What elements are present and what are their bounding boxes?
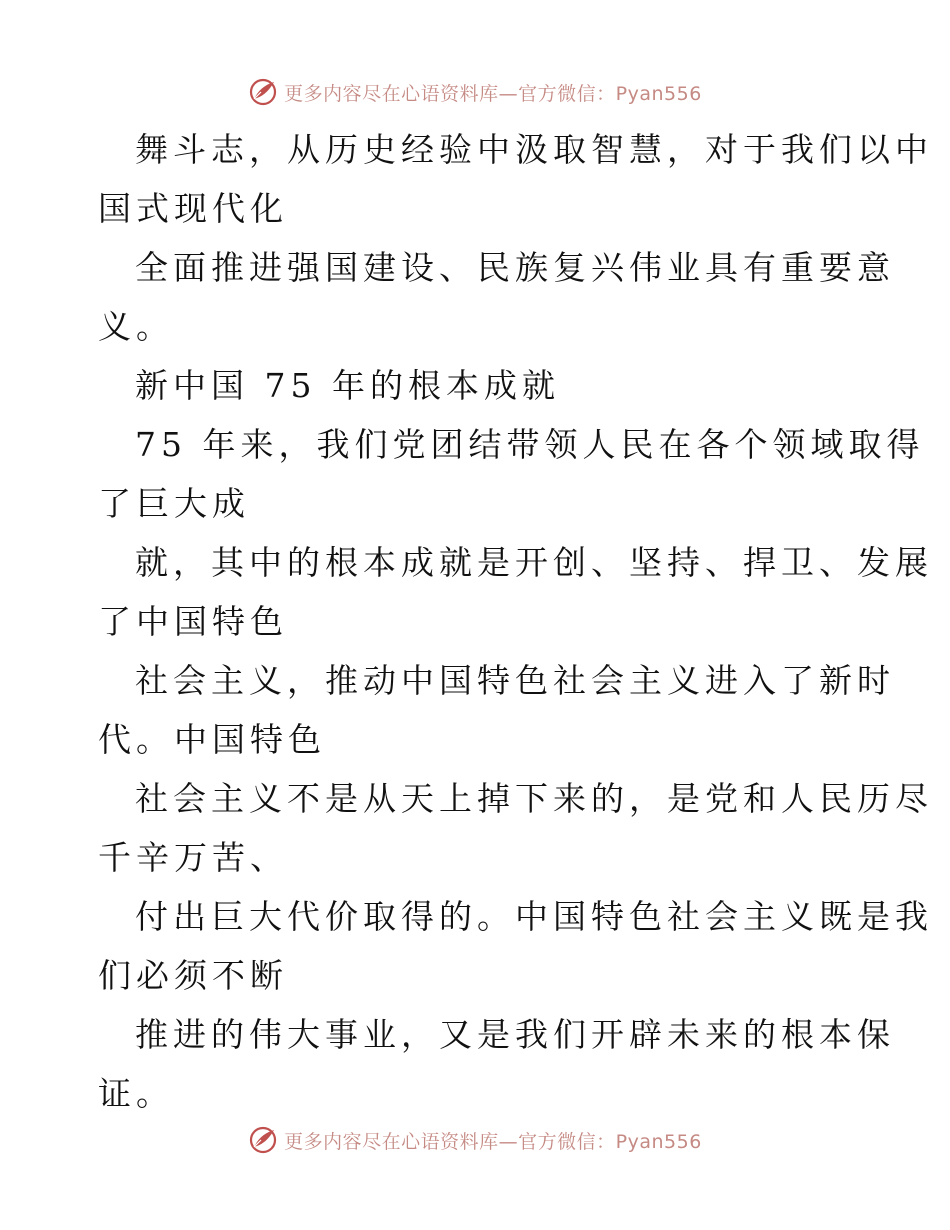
text-line: 义。 (98, 307, 174, 346)
text-line: 舞斗志，从历史经验中汲取智慧，对于我们以中 (135, 130, 933, 169)
section-heading: 新中国 75 年的根本成就 (135, 366, 560, 405)
text-line: 了巨大成 (98, 484, 250, 523)
text-line: 代。中国特色 (98, 720, 326, 759)
text-line: 千辛万苦、 (98, 838, 288, 877)
text-line: 全面推进强国建设、民族复兴伟业具有重要意 (135, 248, 895, 287)
quill-logo-icon (248, 1125, 278, 1155)
text-line: 了中国特色 (98, 602, 288, 641)
quill-logo-icon (248, 77, 278, 107)
header-watermark (0, 72, 950, 112)
text-line: 推进的伟大事业，又是我们开辟未来的根本保 (135, 1015, 895, 1054)
text-line: 付出巨大代价取得的。中国特色社会主义既是我 (135, 897, 933, 936)
watermark-text: 更多内容尽在心语资料库—官方微信：Pyan556 (284, 1130, 702, 1153)
watermark-text: 更多内容尽在心语资料库—官方微信：Pyan556 (284, 82, 702, 105)
text-line: 证。 (98, 1074, 174, 1113)
text-line: 社会主义，推动中国特色社会主义进入了新时 (135, 661, 895, 700)
text-line: 们必须不断 (98, 956, 288, 995)
text-line: 就，其中的根本成就是开创、坚持、捍卫、发展 (135, 543, 933, 582)
document-body (98, 120, 933, 1123)
text-line: 社会主义不是从天上掉下来的，是党和人民历尽 (135, 779, 933, 818)
footer-watermark (0, 1120, 950, 1160)
text-line: 75 年来，我们党团结带领人民在各个领域取得 (135, 425, 925, 464)
text-line: 国式现代化 (98, 189, 288, 228)
